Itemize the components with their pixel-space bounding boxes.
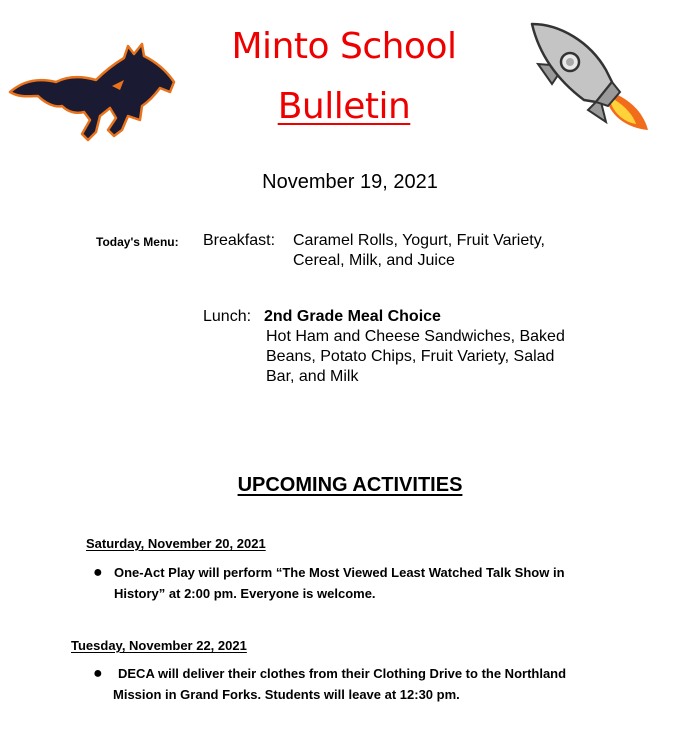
activity-date: Saturday, November 20, 2021 bbox=[86, 536, 266, 551]
bullet-icon: ● bbox=[93, 564, 103, 581]
activity-item bbox=[114, 562, 565, 604]
activity-line: Mission in Grand Forks. Students will leave at 12:30 pm. bbox=[113, 687, 460, 702]
activity-item bbox=[118, 663, 566, 684]
bulletin-date: November 19, 2021 bbox=[262, 171, 438, 193]
activity-date: Tuesday, November 22, 2021 bbox=[71, 638, 247, 653]
breakfast-items bbox=[293, 231, 545, 271]
activity-line: DECA will deliver their clothes from their Clothing Drive to the Northland bbox=[118, 666, 567, 681]
lunch-choice: 2nd Grade Meal Choice bbox=[264, 308, 441, 325]
activity-line: One-Act Play will perform “The Most Viewed Least Watched Talk Show in bbox=[114, 565, 565, 580]
activity-item-continued bbox=[113, 684, 460, 705]
lunch-label: Lunch: bbox=[203, 308, 252, 325]
breakfast-label: Breakfast: bbox=[203, 232, 276, 249]
lunch-line: Beans, Potato Chips, Fruit Variety, Salad bbox=[266, 348, 555, 365]
menu-label: Today's Menu: bbox=[96, 235, 179, 249]
bullet-icon: ● bbox=[93, 665, 103, 682]
page-title: Minto School bbox=[231, 26, 457, 67]
lunch-items bbox=[266, 327, 565, 387]
activities-heading: UPCOMING ACTIVITIES bbox=[237, 474, 463, 496]
lunch-line: Hot Ham and Cheese Sandwiches, Baked bbox=[266, 328, 565, 345]
lunch-line: Bar, and Milk bbox=[266, 368, 359, 385]
page-subtitle: Bulletin bbox=[277, 86, 411, 127]
activity-line: History” at 2:00 pm. Everyone is welcome. bbox=[114, 586, 376, 601]
breakfast-line: Caramel Rolls, Yogurt, Fruit Variety, bbox=[293, 232, 545, 249]
breakfast-line: Cereal, Milk, and Juice bbox=[293, 252, 455, 269]
